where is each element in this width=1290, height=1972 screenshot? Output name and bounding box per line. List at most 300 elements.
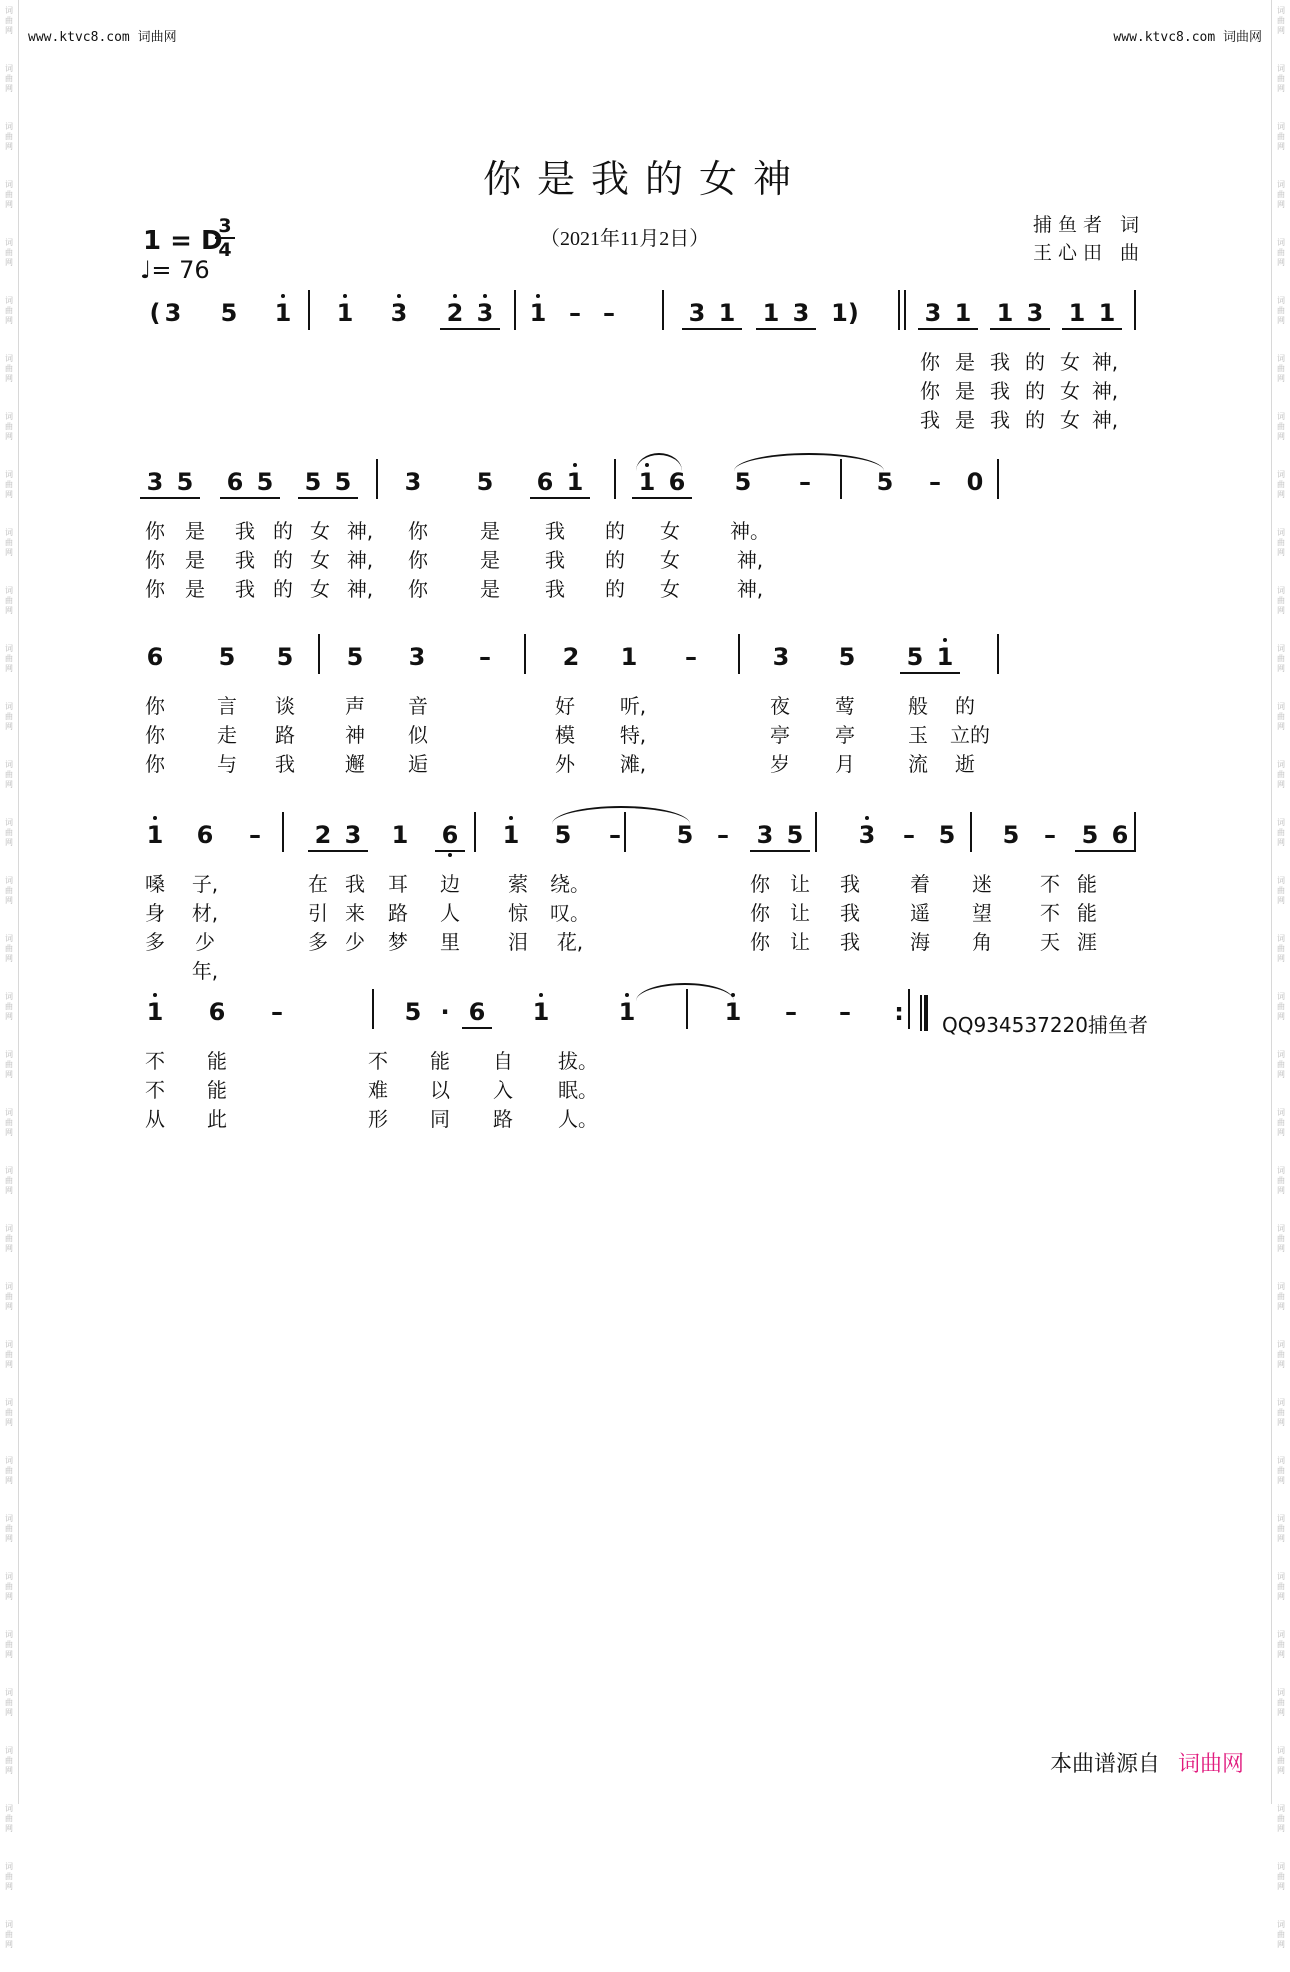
lyric-syllable: 的	[605, 519, 625, 543]
key-signature: 1 = D	[143, 226, 223, 256]
note: 1	[948, 298, 978, 330]
score-system	[140, 286, 1150, 431]
note: 1	[391, 821, 409, 849]
lyric-syllable: 你	[750, 901, 770, 925]
edge-watermark-text: 词 曲 网	[1277, 992, 1285, 1021]
lyric-syllable: 我	[345, 872, 365, 896]
lyric-syllable: 我	[990, 408, 1010, 432]
lyric-syllable: 滩,	[619, 752, 647, 776]
edge-watermark-text: 词 曲 网	[1277, 470, 1285, 499]
time-signature-bottom: 4	[218, 239, 232, 261]
lyric-syllable: 海	[910, 930, 930, 954]
edge-watermark-text: 词 曲 网	[1277, 1572, 1285, 1601]
lyric-line	[140, 402, 1150, 431]
edge-watermark-text: 词 曲 网	[1277, 1456, 1285, 1485]
note: 1	[620, 643, 638, 671]
lyric-syllable: 我	[545, 548, 565, 572]
lyric-syllable: 是	[480, 519, 500, 543]
lyric-syllable: 路	[275, 723, 295, 747]
lyric-syllable: 是	[185, 577, 205, 601]
lyric-syllable: 亭	[835, 723, 855, 747]
edge-watermark-text: 词 曲 网	[1277, 412, 1285, 441]
barline	[662, 290, 664, 330]
lyric-syllable: 让	[790, 930, 810, 954]
edge-watermark-text: 词 曲 网	[5, 1688, 13, 1717]
lyric-syllable: 路	[493, 1107, 513, 1131]
edge-watermark-text: 词 曲 网	[5, 1514, 13, 1543]
lyric-syllable: 材,	[191, 901, 219, 925]
lyric-syllable: 眠。	[558, 1078, 598, 1102]
note: 5	[1002, 821, 1020, 849]
edge-watermark-text: 词 曲 网	[1277, 1920, 1285, 1949]
lyric-line	[140, 746, 1150, 775]
lyric-syllable: 是	[185, 548, 205, 572]
slur	[636, 453, 682, 471]
note: 5	[876, 468, 894, 496]
lyricist-credit: 捕鱼者 词	[1032, 214, 1145, 236]
lyric-syllable: 迷	[972, 872, 992, 896]
barline	[904, 290, 906, 330]
lyric-syllable: 我	[840, 930, 860, 954]
note: 5	[838, 643, 856, 671]
lyric-syllable: 走	[217, 723, 237, 747]
edge-watermark-text: 词 曲 网	[5, 238, 13, 267]
lyric-syllable: 是	[480, 548, 500, 572]
note: 5	[170, 467, 200, 499]
edge-watermark-text: 词 曲 网	[5, 702, 13, 731]
lyric-syllable: 角	[972, 930, 992, 954]
header-site-left[interactable]: www.ktvc8.com 词曲网	[28, 30, 177, 45]
note: 5	[220, 299, 238, 327]
note: 6	[208, 998, 226, 1026]
edge-watermark-text: 词 曲 网	[1277, 1282, 1285, 1311]
lyric-syllable: 从	[145, 1107, 165, 1131]
song-title: 你是我的女神	[482, 157, 807, 201]
note: 1	[140, 997, 170, 1027]
lyric-syllable: 我	[235, 548, 255, 572]
time-signature	[215, 216, 235, 260]
lyric-syllable: 女	[310, 519, 330, 543]
note: –	[799, 468, 811, 496]
lyric-syllable: 来	[345, 901, 365, 925]
note: 6	[196, 821, 214, 849]
lyric-syllable: 以	[430, 1078, 450, 1102]
lyric-line	[140, 542, 1150, 571]
lyric-line	[140, 924, 1150, 983]
barline	[898, 290, 900, 330]
note: 3	[1020, 298, 1050, 330]
note: 2	[308, 820, 338, 852]
barline	[738, 634, 740, 674]
note: 3	[750, 820, 780, 852]
note: :	[894, 998, 904, 1026]
note: 5	[938, 821, 956, 849]
note: 6	[146, 643, 164, 671]
slur	[636, 983, 734, 1001]
lyric-syllable: 能	[207, 1078, 227, 1102]
lyric-syllable: 逅	[408, 752, 428, 776]
note: 5	[676, 821, 694, 849]
lyric-syllable: 与	[217, 752, 237, 776]
note: 3	[408, 643, 426, 671]
lyric-syllable: 同	[430, 1107, 450, 1131]
lyric-syllable: 自	[493, 1049, 513, 1073]
lyric-syllable: 在	[308, 872, 328, 896]
edge-watermark-text: 词 曲 网	[5, 1050, 13, 1079]
note: 1	[990, 298, 1020, 330]
note: 5	[554, 821, 572, 849]
lyric-syllable: 女	[310, 577, 330, 601]
time-signature-top: 3	[218, 215, 232, 237]
lyric-line	[140, 1072, 1150, 1101]
lyric-syllable: 我	[545, 577, 565, 601]
lyric-syllable: 神,	[346, 577, 374, 601]
note: 3	[918, 298, 948, 330]
melody-line	[140, 286, 1150, 344]
lyric-syllable: 难	[368, 1078, 388, 1102]
lyric-syllable: 你	[408, 548, 428, 572]
edge-watermark-text: 词 曲 网	[5, 1572, 13, 1601]
lyric-syllable: 流	[908, 752, 928, 776]
tempo-value: = 76	[151, 256, 210, 284]
edge-watermark-text: 词 曲 网	[1277, 1804, 1285, 1833]
note: –	[609, 821, 621, 849]
lyric-syllable: 岁	[770, 752, 790, 776]
note: 1)	[831, 299, 859, 327]
note: 3	[338, 820, 368, 852]
lyric-line	[140, 571, 1150, 600]
lyric-syllable: 能	[207, 1049, 227, 1073]
note: 1	[718, 997, 748, 1027]
note: 3	[140, 467, 170, 499]
edge-watermark-text: 词 曲 网	[1277, 876, 1285, 905]
lyric-syllable: 神	[345, 723, 365, 747]
edge-watermark-text: 词 曲 网	[5, 934, 13, 963]
lyric-syllable: 的	[605, 548, 625, 572]
lyric-syllable: 似	[408, 723, 428, 747]
lyric-syllable: 神,	[1091, 408, 1119, 432]
lyric-syllable: 邂	[345, 752, 365, 776]
note: 5	[250, 467, 280, 499]
note: 3	[682, 298, 712, 330]
lyric-syllable: 的	[1025, 408, 1045, 432]
qq-note: QQ934537220捕鱼者	[942, 1013, 1149, 1037]
lyric-syllable: 你	[145, 723, 165, 747]
left-edge-watermark	[0, 0, 19, 1949]
note: –	[603, 299, 615, 327]
lyric-syllable: 声	[345, 694, 365, 718]
lyric-syllable: 着	[910, 872, 930, 896]
lyric-syllable: 惊	[508, 901, 528, 925]
lyric-syllable: 女	[1060, 408, 1080, 432]
note: –	[569, 299, 581, 327]
note: 5	[734, 468, 752, 496]
lyric-syllable: 的	[1025, 379, 1045, 403]
note: 3	[786, 298, 816, 330]
lyric-syllable: 立的	[950, 723, 990, 747]
edge-watermark-text: 词 曲 网	[5, 6, 13, 35]
lyric-syllable: 玉	[908, 723, 928, 747]
lyric-syllable: 你	[750, 930, 770, 954]
lyric-syllable: 我	[840, 872, 860, 896]
lyric-syllable: 的	[605, 577, 625, 601]
barline	[997, 459, 999, 499]
lyric-syllable: 月	[835, 752, 855, 776]
edge-watermark-text: 词 曲 网	[1277, 1630, 1285, 1659]
edge-watermark-text: 词 曲 网	[5, 64, 13, 93]
lyric-syllable: 此	[207, 1107, 227, 1131]
note: 1	[756, 298, 786, 330]
lyric-syllable: 的	[955, 694, 975, 718]
edge-watermark-text: 词 曲 网	[1277, 180, 1285, 209]
lyric-syllable: 的	[273, 577, 293, 601]
edge-watermark-text: 词 曲 网	[1277, 934, 1285, 963]
lyric-syllable: 的	[273, 519, 293, 543]
quarter-note-icon: ♩	[140, 256, 152, 284]
edge-watermark-text: 词 曲 网	[1277, 296, 1285, 325]
edge-watermark-text: 词 曲 网	[5, 1804, 13, 1833]
composition-date: （2021年11月2日）	[540, 228, 710, 250]
note: 3	[852, 820, 882, 850]
lyric-syllable: 你	[408, 577, 428, 601]
edge-watermark-text: 词 曲 网	[5, 296, 13, 325]
note: 5	[276, 643, 294, 671]
score-system	[140, 455, 1150, 600]
edge-watermark-text: 词 曲 网	[5, 1456, 13, 1485]
lyric-syllable: 边	[440, 872, 460, 896]
lyric-syllable: 你	[145, 577, 165, 601]
lyric-syllable: 拔。	[558, 1049, 598, 1073]
lyric-syllable: 我	[920, 408, 940, 432]
edge-watermark-text: 词 曲 网	[5, 1920, 13, 1949]
edge-watermark-text: 词 曲 网	[1277, 1688, 1285, 1717]
header-site-right[interactable]: www.ktvc8.com 词曲网	[1113, 30, 1262, 45]
note: 6	[662, 467, 692, 499]
lyric-syllable: 亭	[770, 723, 790, 747]
note: 3	[470, 298, 500, 330]
note: 5	[900, 642, 930, 674]
edge-watermark-text: 词 曲 网	[1277, 6, 1285, 35]
edge-watermark-text: 词 曲 网	[1277, 702, 1285, 731]
note: 5	[218, 643, 236, 671]
footer-source-label: 本曲谱源自	[1049, 1752, 1160, 1777]
note: 3	[384, 298, 414, 328]
edge-watermark-text: 词 曲 网	[5, 122, 13, 151]
lyric-syllable: 里	[440, 930, 460, 954]
slur	[552, 806, 690, 824]
tempo-marking	[140, 256, 210, 284]
note: 1	[330, 298, 360, 328]
note: 5	[780, 820, 810, 852]
lyric-syllable: 我	[545, 519, 565, 543]
edge-watermark-text: 词 曲 网	[1277, 122, 1285, 151]
lyric-syllable: 女	[660, 577, 680, 601]
lyric-syllable: 涯	[1077, 930, 1097, 954]
lyric-syllable: 天	[1040, 930, 1060, 954]
lyric-syllable: 是	[955, 379, 975, 403]
edge-watermark-text: 词 曲 网	[1277, 238, 1285, 267]
note: 1	[930, 642, 960, 674]
note: –	[785, 998, 797, 1026]
edge-watermark-text: 词 曲 网	[1277, 586, 1285, 615]
lyric-syllable: 我	[275, 752, 295, 776]
lyric-syllable: 神,	[1091, 379, 1119, 403]
lyric-syllable: 嗓	[145, 872, 165, 896]
lyric-syllable: 引	[308, 901, 328, 925]
lyric-syllable: 不	[145, 1078, 165, 1102]
barline	[474, 812, 476, 852]
edge-watermark-text: 词 曲 网	[1277, 528, 1285, 557]
note: –	[903, 821, 915, 849]
barline	[815, 812, 817, 852]
barline	[376, 459, 378, 499]
edge-watermark-text: 词 曲 网	[5, 760, 13, 789]
note: 2	[562, 643, 580, 671]
edge-watermark-text: 词 曲 网	[1277, 760, 1285, 789]
lyric-syllable: 能	[1077, 901, 1097, 925]
lyric-syllable: 女	[310, 548, 330, 572]
lyric-syllable: 你	[145, 752, 165, 776]
edge-watermark-text: 词 曲 网	[1277, 1398, 1285, 1427]
lyric-syllable: 特,	[619, 723, 647, 747]
barline	[997, 634, 999, 674]
lyric-syllable: 是	[480, 577, 500, 601]
note: 6	[530, 467, 560, 499]
lyric-syllable: 绕。	[550, 872, 590, 896]
lyric-syllable: 的	[273, 548, 293, 572]
edge-watermark-text: 词 曲 网	[1277, 64, 1285, 93]
lyric-line	[140, 866, 1150, 895]
lyric-syllable: 不	[145, 1049, 165, 1073]
lyric-syllable: 我	[990, 350, 1010, 374]
note: –	[929, 468, 941, 496]
lyric-syllable: 神,	[346, 548, 374, 572]
lyric-syllable: 你	[145, 694, 165, 718]
edge-watermark-text: 词 曲 网	[1277, 644, 1285, 673]
lyric-syllable: 我	[235, 577, 255, 601]
note: 5	[346, 643, 364, 671]
note: 0	[966, 468, 984, 496]
lyric-line	[140, 373, 1150, 402]
barline	[308, 290, 310, 330]
lyric-syllable: 让	[790, 872, 810, 896]
footer-brand-link[interactable]: 词曲网	[1177, 1752, 1244, 1777]
note: 5	[476, 468, 494, 496]
lyric-syllable: 耳	[388, 872, 408, 896]
composer-credit: 王心田 曲	[1032, 242, 1145, 264]
lyric-syllable: 不	[368, 1049, 388, 1073]
lyric-syllable: 我	[990, 379, 1010, 403]
score-system	[140, 985, 1150, 1130]
lyric-syllable: 女	[1060, 379, 1080, 403]
note: –	[685, 643, 697, 671]
lyric-syllable: 女	[1060, 350, 1080, 374]
lyric-syllable: 多	[308, 930, 328, 954]
note: 5	[1075, 820, 1105, 852]
edge-watermark-text: 词 曲 网	[1277, 1108, 1285, 1137]
end-repeat-barline	[913, 995, 929, 1031]
lyric-syllable: 模	[555, 723, 575, 747]
note: 1	[1062, 298, 1092, 330]
note: 6	[1105, 820, 1135, 852]
lyric-syllable: 言	[217, 694, 237, 718]
lyric-line	[140, 895, 1150, 924]
lyric-syllable: 形	[368, 1107, 388, 1131]
edge-watermark-text: 词 曲 网	[5, 992, 13, 1021]
barline	[514, 290, 516, 330]
edge-watermark-text: 词 曲 网	[1277, 1746, 1285, 1775]
barline	[372, 989, 374, 1029]
lyric-syllable: 少	[345, 930, 365, 954]
lyric-syllable: 我	[840, 901, 860, 925]
note: –	[839, 998, 851, 1026]
lyric-syllable: 般	[908, 694, 928, 718]
note: 1	[140, 820, 170, 850]
lyric-syllable: 望	[972, 901, 992, 925]
note: 5	[404, 998, 422, 1026]
lyric-syllable: 女	[660, 548, 680, 572]
lyric-syllable: 多	[145, 930, 165, 954]
note: 6	[435, 820, 465, 852]
melody-line	[140, 808, 1150, 866]
note: 1	[526, 997, 556, 1027]
lyric-syllable: 是	[185, 519, 205, 543]
edge-watermark-text: 词 曲 网	[5, 1746, 13, 1775]
lyric-syllable: 我	[235, 519, 255, 543]
edge-watermark-text: 词 曲 网	[5, 1282, 13, 1311]
edge-watermark-text: 词 曲 网	[5, 1862, 13, 1891]
edge-watermark-text: 词 曲 网	[1277, 1862, 1285, 1891]
edge-watermark-text: 词 曲 网	[1277, 354, 1285, 383]
note: 1	[632, 467, 662, 499]
barline	[282, 812, 284, 852]
score-system	[140, 808, 1150, 983]
lyric-syllable: 女	[660, 519, 680, 543]
lyric-syllable: 神,	[736, 548, 764, 572]
note: –	[1044, 821, 1056, 849]
lyric-syllable: 不	[1040, 872, 1060, 896]
note: 1	[268, 298, 298, 328]
lyric-syllable: 外	[555, 752, 575, 776]
lyric-syllable: 子,	[191, 872, 219, 896]
lyric-syllable: 身	[145, 901, 165, 925]
note: 6	[462, 997, 492, 1029]
footer-source	[1050, 1747, 1244, 1778]
note: (	[149, 299, 161, 327]
lyric-syllable: 叹。	[550, 901, 590, 925]
barline	[1134, 290, 1136, 330]
lyric-syllable: 路	[388, 901, 408, 925]
edge-watermark-text: 词 曲 网	[5, 528, 13, 557]
lyric-syllable: 谈	[275, 694, 295, 718]
note: –	[479, 643, 491, 671]
edge-watermark-text: 词 曲 网	[5, 818, 13, 847]
lyric-syllable: 少年,	[191, 930, 219, 983]
note: ·	[440, 998, 450, 1026]
lyric-line	[140, 717, 1150, 746]
lyric-syllable: 神,	[1091, 350, 1119, 374]
edge-watermark-text: 词 曲 网	[5, 586, 13, 615]
edge-watermark-text: 词 曲 网	[5, 354, 13, 383]
lyric-syllable: 能	[1077, 872, 1097, 896]
score-system	[140, 630, 1150, 775]
edge-watermark-text: 词 曲 网	[1277, 1050, 1285, 1079]
note: 3	[772, 643, 790, 671]
edge-watermark-text: 词 曲 网	[1277, 1340, 1285, 1369]
lyric-syllable: 你	[145, 548, 165, 572]
lyric-syllable: 你	[145, 519, 165, 543]
note: 3	[164, 299, 182, 327]
